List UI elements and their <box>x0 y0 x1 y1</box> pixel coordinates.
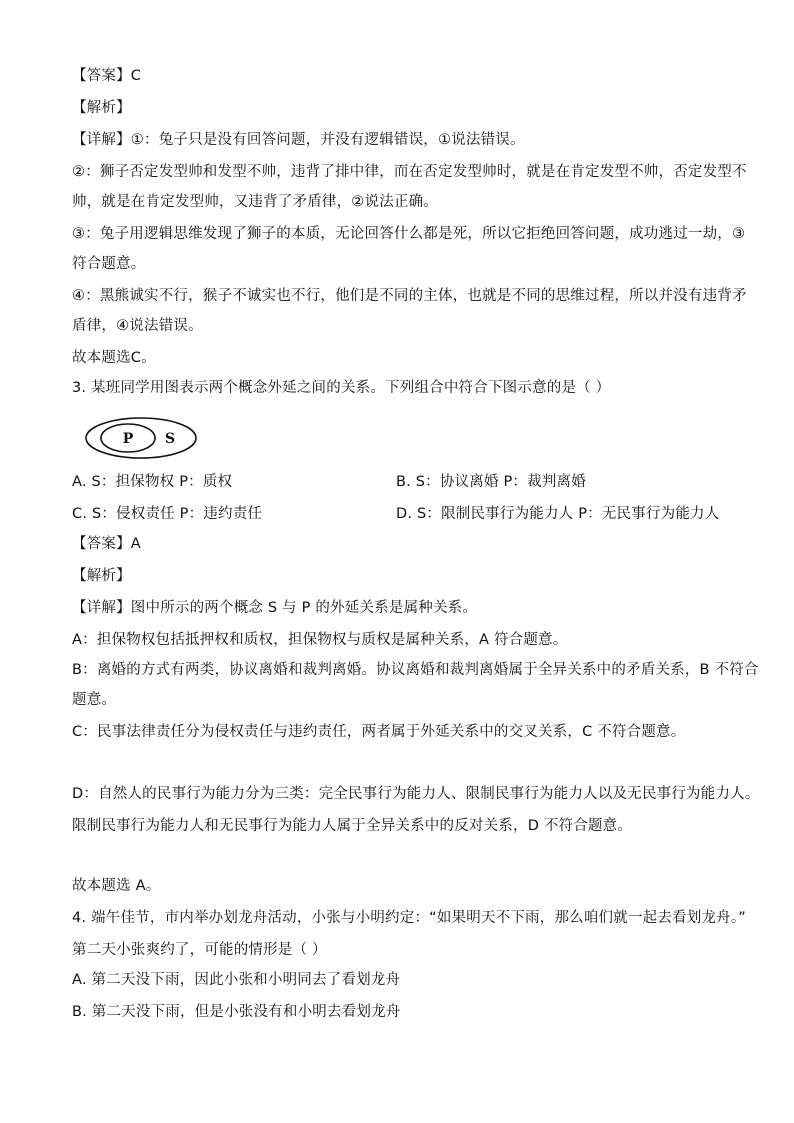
q3-option-c: C. S：侵权责任 P：违约责任 <box>72 506 263 522</box>
q3-conclusion: 故本题选 A。 <box>72 878 161 894</box>
q3-option-a: A. S：担保物权 P：质权 <box>72 474 233 490</box>
q2-detail-line: ③：兔子用逻辑思维发现了狮子的本质，无论回答什么都是死，所以它拒绝回答问题，成功逃过一劫，③ <box>72 226 746 242</box>
q4-stem-continued: 第二天小张爽约了，可能的情形是（ ） <box>72 942 327 958</box>
q3-analysis-heading: 【解析】 <box>72 568 131 584</box>
q2-answer: 【答案】C <box>72 68 142 84</box>
q2-detail-line: 符合题意。 <box>72 256 146 272</box>
q3-option-b: B. S：协议离婚 P：裁判离婚 <box>396 474 586 490</box>
q2-analysis-heading: 【解析】 <box>72 100 131 116</box>
q4-option-a: A. 第二天没下雨，因此小张和小明同去了看划龙舟 <box>72 972 401 988</box>
q3-detail-line: 限制民事行为能力人和无民事行为能力人属于全异关系中的反对关系，D 不符合题意。 <box>72 818 633 834</box>
venn-diagram <box>84 416 198 460</box>
q2-conclusion: 故本题选C。 <box>72 350 156 366</box>
q3-answer: 【答案】A <box>72 536 141 552</box>
q2-detail-line: ④：黑熊诚实不行，猴子不诚实也不行，他们是不同的主体，也就是不同的思维过程，所以并没有违背矛 <box>72 288 747 304</box>
q2-detail-line: 盾律，④说法错误。 <box>72 318 203 334</box>
q3-detail-line: D：自然人的民事行为能力分为三类：完全民事行为能力人、限制民事行为能力人以及无民事行为能力人。 <box>72 786 760 802</box>
q4-stem: 4. 端午佳节，市内举办划龙舟活动，小张与小明约定：“如果明天不下雨，那么咱们就一起去看划龙舟。” <box>72 910 747 926</box>
outer-ellipse-s <box>86 418 196 458</box>
q3-option-d: D. S：限制民事行为能力人 P：无民事行为能力人 <box>396 506 720 522</box>
inner-label-p: P <box>122 431 134 447</box>
q3-detail-line: A：担保物权包括抵押权和质权，担保物权与质权是属种关系，A 符合题意。 <box>72 632 568 648</box>
q4-option-b: B. 第二天没下雨，但是小张没有和小明去看划龙舟 <box>72 1004 401 1020</box>
q2-detail-line: 【详解】①：兔子只是没有回答问题，并没有逻辑错误，①说法错误。 <box>72 132 525 148</box>
outer-label-s: S <box>164 431 176 447</box>
q3-detail-line: 题意。 <box>72 692 117 708</box>
q3-detail-line: B：离婚的方式有两类，协议离婚和裁判离婚。协议离婚和裁判离婚属于全异关系中的矛盾关系，B 不符合 <box>72 662 759 678</box>
q3-stem: 3. 某班同学用图表示两个概念外延之间的关系。下列组合中符合下图示意的是（ ） <box>72 380 611 396</box>
q2-detail-line: 帅，就是在肯定发型帅，又违背了矛盾律，②说法正确。 <box>72 194 438 210</box>
q3-detail-line: C：民事法律责任分为侵权责任与违约责任，两者属于外延关系中的交叉关系，C 不符合题意。 <box>72 724 686 740</box>
q3-detail-line: 【详解】图中所示的两个概念 S 与 P 的外延关系是属种关系。 <box>72 600 478 616</box>
q2-detail-line: ②：狮子否定发型帅和发型不帅，违背了排中律，而在否定发型帅时，就是在肯定发型不帅，否定发型不 <box>72 164 747 180</box>
